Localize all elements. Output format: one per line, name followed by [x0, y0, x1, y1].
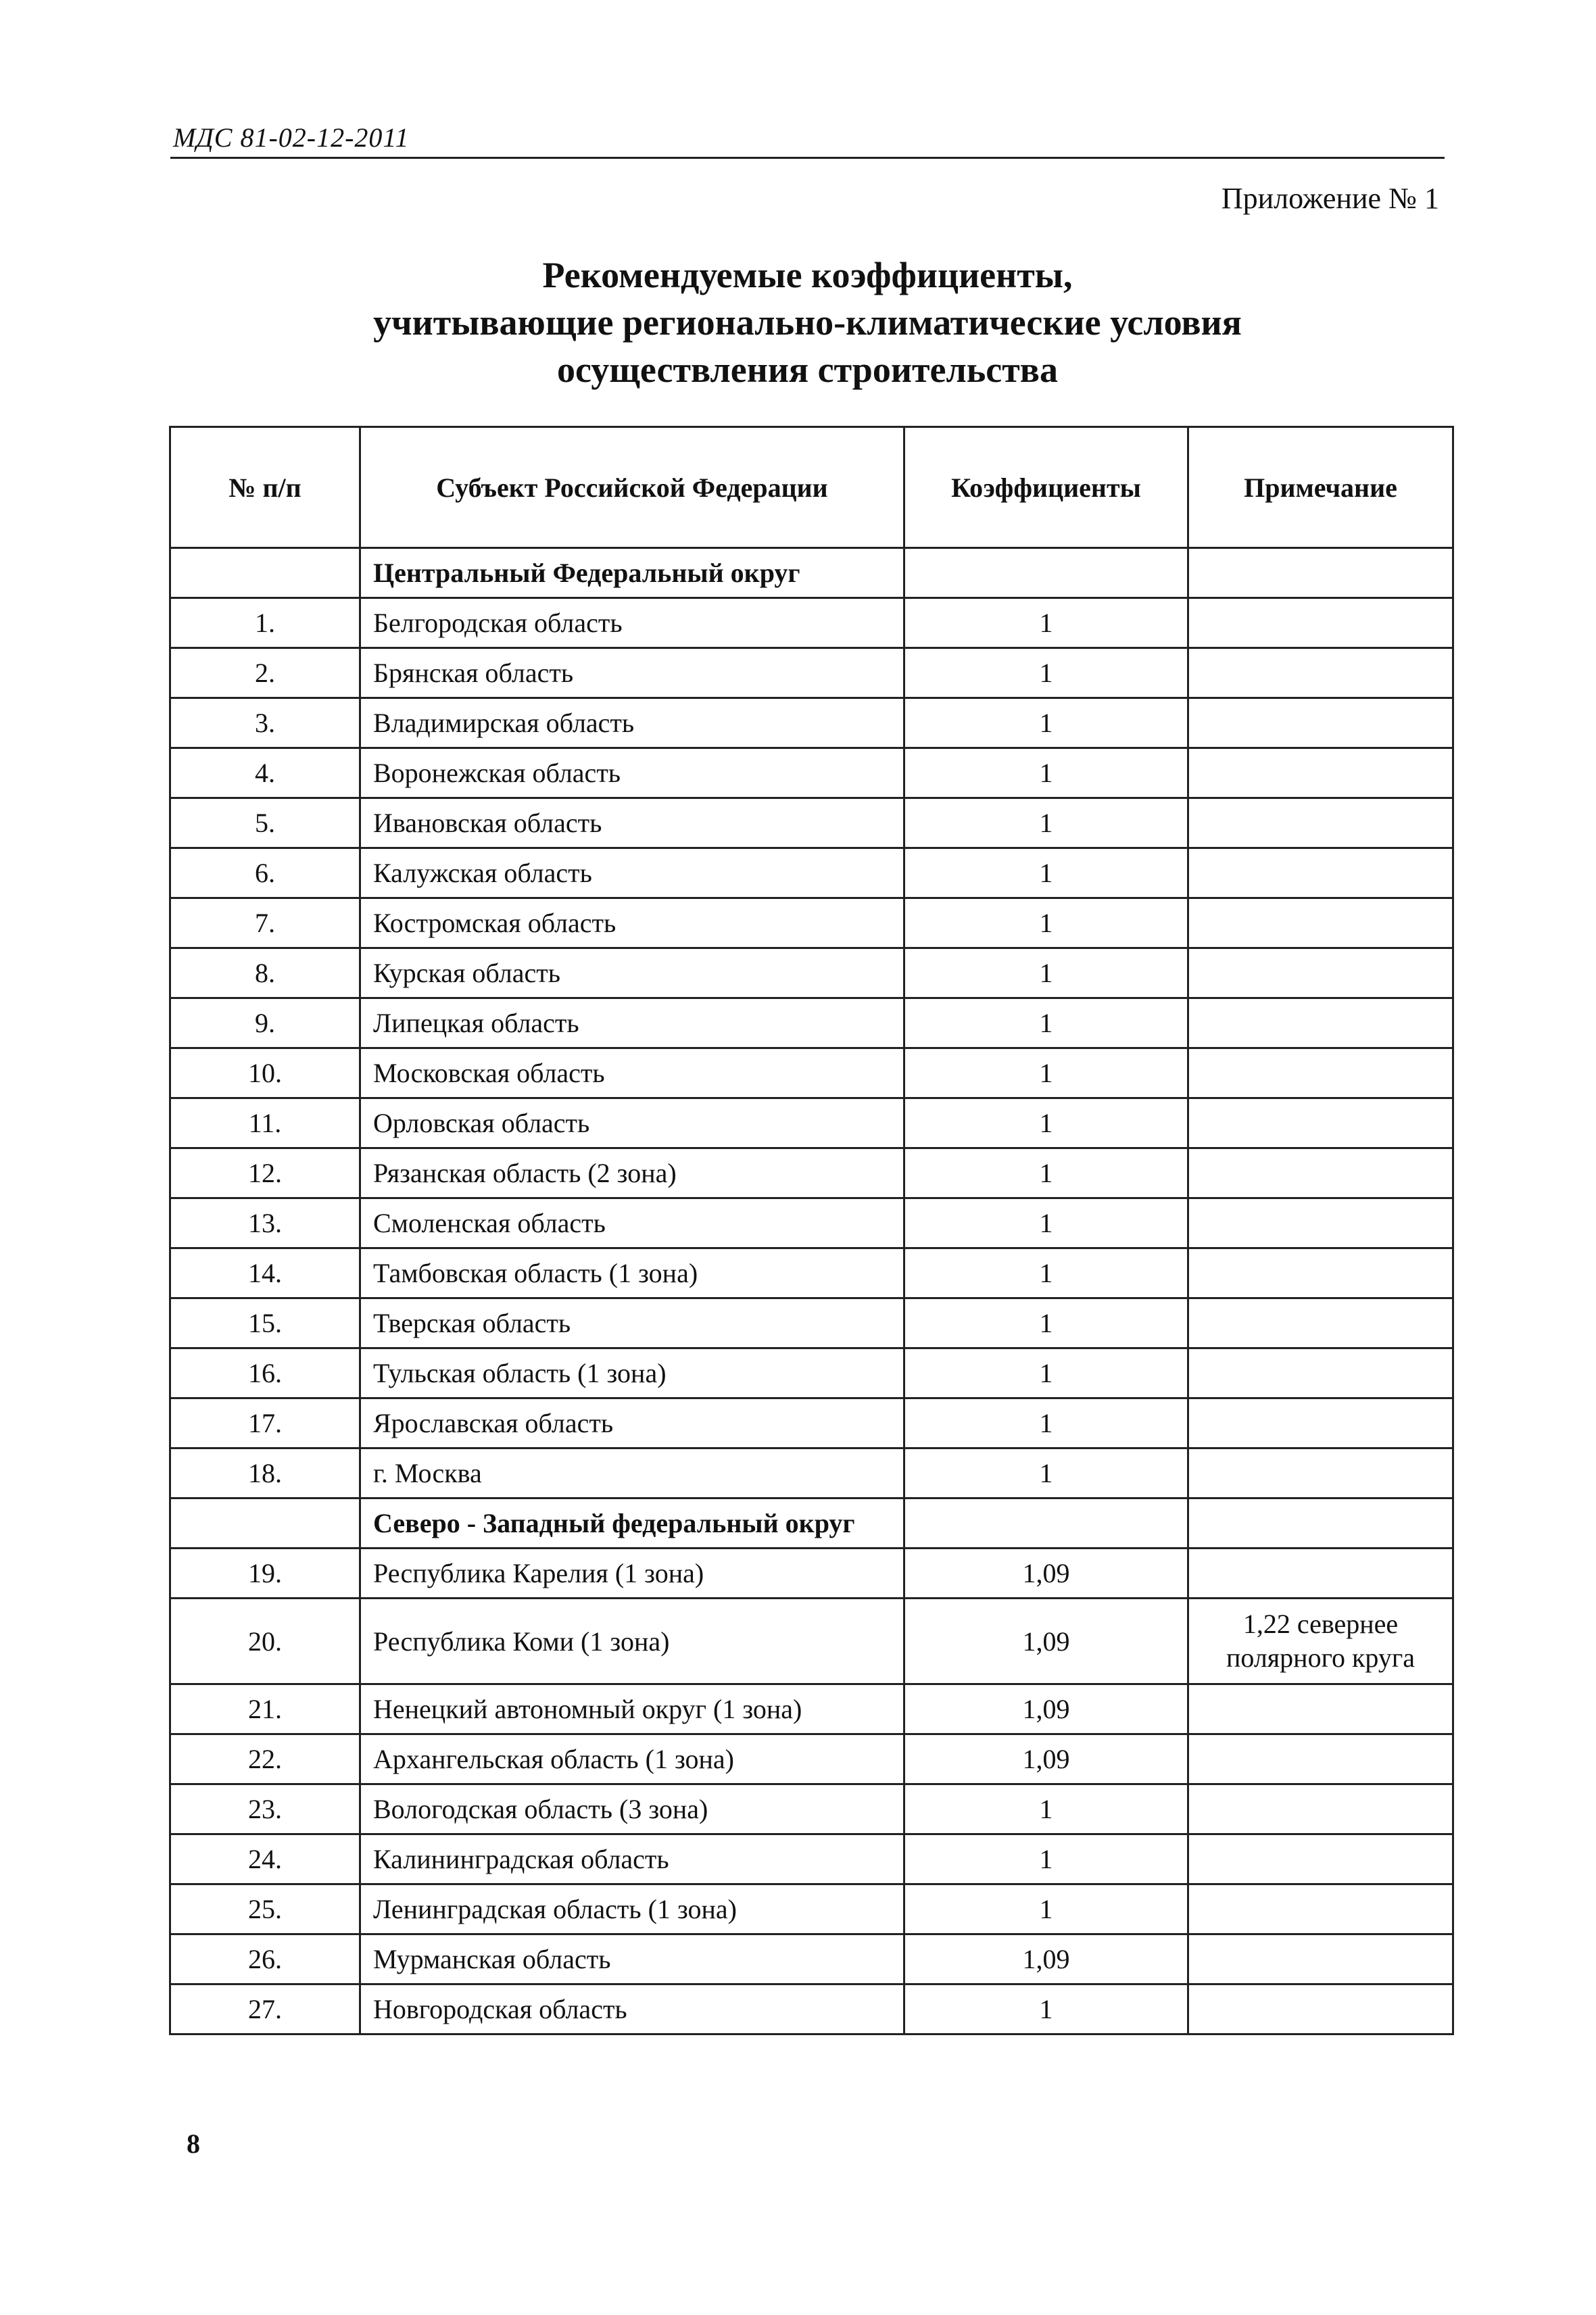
table-row — [170, 1734, 1453, 1784]
district-coef-cell — [904, 1498, 1188, 1549]
row-number: 12. — [170, 1148, 360, 1198]
row-coefficient: 1 — [904, 1048, 1188, 1098]
district-row — [170, 548, 1453, 598]
row-number: 19. — [170, 1549, 360, 1599]
table-row — [170, 1599, 1453, 1684]
row-subject: Брянская область — [360, 648, 904, 698]
row-number: 24. — [170, 1834, 360, 1884]
row-number: 7. — [170, 898, 360, 948]
district-name: Центральный Федеральный округ — [360, 548, 904, 598]
row-subject: Рязанская область (2 зона) — [360, 1148, 904, 1198]
row-subject: Орловская область — [360, 1098, 904, 1148]
row-note — [1188, 1348, 1453, 1398]
district-num-cell — [170, 548, 360, 598]
row-note — [1188, 748, 1453, 798]
document-code: МДС 81-02-12-2011 — [173, 122, 410, 153]
row-subject: Архангельская область (1 зона) — [360, 1734, 904, 1784]
row-number: 21. — [170, 1684, 360, 1734]
row-coefficient: 1 — [904, 1984, 1188, 2034]
table-header-row — [170, 427, 1453, 548]
row-note — [1188, 1248, 1453, 1298]
table-row — [170, 1448, 1453, 1498]
table-row — [170, 648, 1453, 698]
district-note-cell — [1188, 1498, 1453, 1549]
row-number: 4. — [170, 748, 360, 798]
appendix-label: Приложение № 1 — [1221, 182, 1439, 215]
table-row — [170, 1348, 1453, 1398]
row-subject: Тульская область (1 зона) — [360, 1348, 904, 1398]
row-subject: Воронежская область — [360, 748, 904, 798]
row-subject: Смоленская область — [360, 1198, 904, 1248]
row-number: 20. — [170, 1599, 360, 1684]
coefficients-table — [169, 426, 1454, 2035]
row-coefficient: 1 — [904, 598, 1188, 648]
row-coefficient: 1 — [904, 748, 1188, 798]
district-name: Северо - Западный федеральный округ — [360, 1498, 904, 1549]
row-number: 9. — [170, 998, 360, 1048]
row-coefficient: 1 — [904, 1448, 1188, 1498]
row-number: 16. — [170, 1348, 360, 1398]
row-subject: Костромская область — [360, 898, 904, 948]
table-row — [170, 1298, 1453, 1348]
row-subject: Белгородская область — [360, 598, 904, 648]
table-row — [170, 1934, 1453, 1984]
table-row — [170, 1248, 1453, 1298]
table-row — [170, 1398, 1453, 1448]
row-coefficient: 1 — [904, 1198, 1188, 1248]
row-coefficient: 1 — [904, 648, 1188, 698]
table-row — [170, 598, 1453, 648]
row-subject: Новгородская область — [360, 1984, 904, 2034]
row-coefficient: 1 — [904, 798, 1188, 848]
column-header-coef: Коэффициенты — [904, 427, 1188, 548]
column-header-num: № п/п — [170, 427, 360, 548]
row-coefficient: 1,09 — [904, 1599, 1188, 1684]
row-number: 23. — [170, 1784, 360, 1834]
row-note — [1188, 1684, 1453, 1734]
table-row — [170, 1148, 1453, 1198]
row-note — [1188, 698, 1453, 748]
row-coefficient: 1 — [904, 698, 1188, 748]
row-note — [1188, 948, 1453, 998]
row-coefficient: 1,09 — [904, 1734, 1188, 1784]
row-coefficient: 1 — [904, 998, 1188, 1048]
table-row — [170, 848, 1453, 898]
row-note — [1188, 848, 1453, 898]
row-number: 1. — [170, 598, 360, 648]
row-subject: Республика Коми (1 зона) — [360, 1599, 904, 1684]
row-note — [1188, 598, 1453, 648]
row-coefficient: 1 — [904, 848, 1188, 898]
table-row — [170, 1098, 1453, 1148]
table-row — [170, 698, 1453, 748]
row-coefficient: 1 — [904, 1298, 1188, 1348]
table-row — [170, 1834, 1453, 1884]
row-note — [1188, 648, 1453, 698]
row-coefficient: 1 — [904, 1098, 1188, 1148]
row-coefficient: 1 — [904, 1784, 1188, 1834]
row-subject: Ивановская область — [360, 798, 904, 848]
row-note — [1188, 898, 1453, 948]
table-row — [170, 1549, 1453, 1599]
table-row — [170, 748, 1453, 798]
row-number: 17. — [170, 1398, 360, 1448]
row-number: 2. — [170, 648, 360, 698]
table-row — [170, 1684, 1453, 1734]
title-line-2: учитывающие регионально-климатические условия — [373, 302, 1242, 343]
table-row — [170, 1048, 1453, 1098]
row-note — [1188, 1934, 1453, 1984]
row-coefficient: 1 — [904, 1398, 1188, 1448]
row-note — [1188, 1148, 1453, 1198]
row-note — [1188, 998, 1453, 1048]
row-number: 11. — [170, 1098, 360, 1148]
row-coefficient: 1 — [904, 948, 1188, 998]
district-note-cell — [1188, 548, 1453, 598]
row-number: 8. — [170, 948, 360, 998]
row-number: 3. — [170, 698, 360, 748]
row-number: 26. — [170, 1934, 360, 1984]
row-coefficient: 1 — [904, 1884, 1188, 1934]
row-note — [1188, 798, 1453, 848]
row-note — [1188, 1784, 1453, 1834]
table-row — [170, 1784, 1453, 1834]
column-header-note: Примечание — [1188, 427, 1453, 548]
row-note — [1188, 1549, 1453, 1599]
table-row — [170, 948, 1453, 998]
row-coefficient: 1,09 — [904, 1934, 1188, 1984]
row-note — [1188, 1448, 1453, 1498]
table-row — [170, 998, 1453, 1048]
row-number: 10. — [170, 1048, 360, 1098]
row-subject: Тверская область — [360, 1298, 904, 1348]
row-subject: Ленинградская область (1 зона) — [360, 1884, 904, 1934]
row-note — [1188, 1834, 1453, 1884]
row-note: 1,22 севернее полярного круга — [1188, 1599, 1453, 1684]
row-note — [1188, 1734, 1453, 1784]
row-subject: Ненецкий автономный округ (1 зона) — [360, 1684, 904, 1734]
row-subject: Мурманская область — [360, 1934, 904, 1984]
row-number: 15. — [170, 1298, 360, 1348]
row-coefficient: 1,09 — [904, 1549, 1188, 1599]
page-number: 8 — [187, 2128, 200, 2159]
row-note — [1188, 1098, 1453, 1148]
row-coefficient: 1 — [904, 1348, 1188, 1398]
page-title — [170, 251, 1445, 393]
district-row — [170, 1498, 1453, 1549]
title-line-1: Рекомендуемые коэффициенты, — [542, 255, 1073, 295]
row-coefficient: 1,09 — [904, 1684, 1188, 1734]
row-subject: Ярославская область — [360, 1398, 904, 1448]
row-coefficient: 1 — [904, 1148, 1188, 1198]
row-number: 22. — [170, 1734, 360, 1784]
row-subject: Курская область — [360, 948, 904, 998]
row-note — [1188, 1298, 1453, 1348]
row-number: 18. — [170, 1448, 360, 1498]
table-body — [170, 548, 1453, 2034]
table-row — [170, 898, 1453, 948]
row-subject: Тамбовская область (1 зона) — [360, 1248, 904, 1298]
column-header-subject: Субъект Российской Федерации — [360, 427, 904, 548]
table-row — [170, 1884, 1453, 1934]
row-coefficient: 1 — [904, 1248, 1188, 1298]
row-note — [1188, 1884, 1453, 1934]
district-num-cell — [170, 1498, 360, 1549]
row-coefficient: 1 — [904, 898, 1188, 948]
row-note — [1188, 1048, 1453, 1098]
row-subject: Калужская область — [360, 848, 904, 898]
table-row — [170, 798, 1453, 848]
header-rule — [170, 157, 1445, 159]
row-subject: Владимирская область — [360, 698, 904, 748]
row-subject: Московская область — [360, 1048, 904, 1098]
row-subject: Вологодская область (3 зона) — [360, 1784, 904, 1834]
row-note — [1188, 1984, 1453, 2034]
row-subject: Липецкая область — [360, 998, 904, 1048]
row-number: 27. — [170, 1984, 360, 2034]
row-subject: Республика Карелия (1 зона) — [360, 1549, 904, 1599]
row-note — [1188, 1398, 1453, 1448]
row-note — [1188, 1198, 1453, 1248]
row-subject: Калининградская область — [360, 1834, 904, 1884]
row-number: 5. — [170, 798, 360, 848]
row-number: 6. — [170, 848, 360, 898]
row-number: 14. — [170, 1248, 360, 1298]
table-row — [170, 1198, 1453, 1248]
row-number: 25. — [170, 1884, 360, 1934]
title-line-3: осуществления строительства — [557, 349, 1058, 390]
row-subject: г. Москва — [360, 1448, 904, 1498]
row-coefficient: 1 — [904, 1834, 1188, 1884]
table-row — [170, 1984, 1453, 2034]
row-number: 13. — [170, 1198, 360, 1248]
district-coef-cell — [904, 548, 1188, 598]
